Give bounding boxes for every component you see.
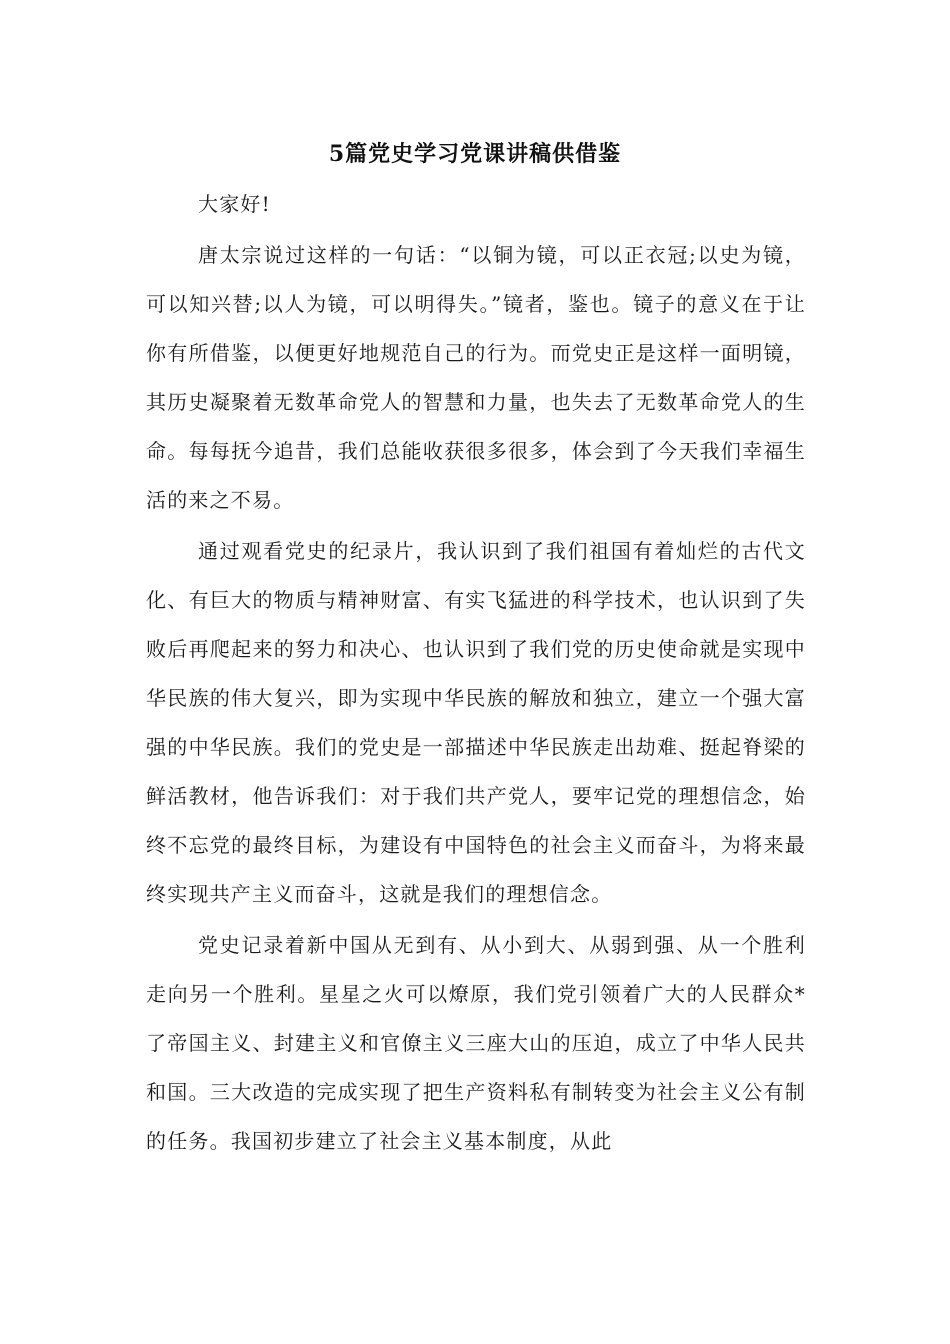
greeting-paragraph: 大家好! — [198, 192, 271, 216]
body-paragraph-1: 唐太宗说过这样的一句话：“以铜为镜，可以正衣冠;以史为镜，可以知兴替;以人为镜，可以明得失。”镜者，鉴也。镜子的意义在于让你有所借鉴，以便更好地规范自己的行为。而党史正是这样一面明镜，其历史凝聚着无数革命党人的智慧和力量，也失去了无数革命党人的生命。每每抚今追昔，我们总能收获很多很多，体会到了今天我们幸福生活的来之不易。 — [146, 243, 806, 512]
body-paragraph-2: 通过观看党史的纪录片，我认识到了我们祖国有着灿烂的古代文化、有巨大的物质与精神财富、有实飞猛进的科学技术，也认识到了失败后再爬起来的努力和决心、也认识到了我们党的历史使命就是实现中华民族的伟大复兴，即为实现中华民族的解放和独立，建立一个强大富强的中华民族。我们的党史是一部描述中华民族走出劫难、挺起脊梁的鲜活教材，他告诉我们：对于我们共产党人，要牢记党的理想信念，始终不忘党的最终目标，为建设有中国特色的社会主义而奋斗，为将来最终实现共产主义而奋斗，这就是我们的理想信念。 — [146, 539, 806, 906]
document-title: 5篇党史学习党课讲稿供借鉴 — [328, 141, 622, 167]
body-paragraph-3: 党史记录着新中国从无到有、从小到大、从弱到强、从一个胜利走向另一个胜利。星星之火可以燎原，我们党引领着广大的人民群众*了帝国主义、封建主义和官僚主义三座大山的压迫，成立了中华人民共和国。三大改造的完成实现了把生产资料私有制转变为社会主义公有制的任务。我国初步建立了社会主义基本制度，从此 — [146, 933, 806, 1153]
document-body — [146, 180, 806, 1166]
